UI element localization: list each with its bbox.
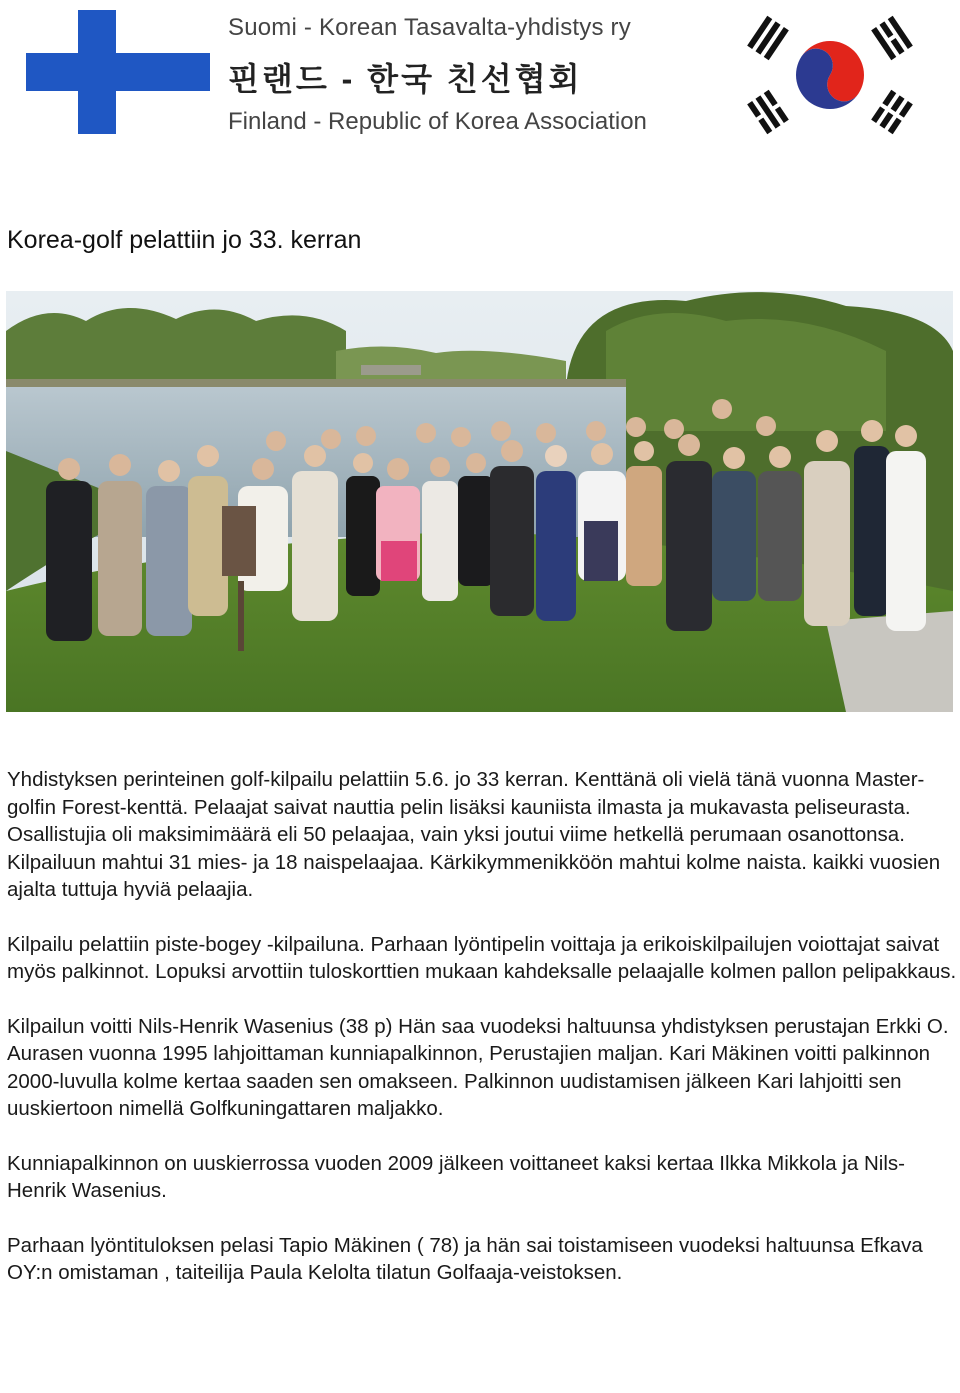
article-paragraph: Kilpailu pelattiin piste-bogey -kilpailuna. Parhaan lyöntipelin voittaja ja erikoiskilpailujen voiottajat saivat myös palkinnot. Lopuksi arvottiin tuloskorttien mukaan kahdeksalle pelaajalle kolmen pallon pelipakkaus. [7, 932, 957, 983]
association-name-korean: 핀랜드 - 한국 친선협회 [228, 61, 583, 97]
article-paragraph: Yhdistyksen perinteinen golf-kilpailu pelattiin 5.6. jo 33 kerran. Kenttänä oli vielä tänä vuonna Master-golfin Forest-kenttä. Pelaajat saivat nauttia pelin lisäksi kauniista ilmasta ja mukavasta peliseurasta. Osallistujia oli maksimimäärä eli 50 pelaajaa, vain yksi joutui viime hetkellä perumaan osanottonsa. Kilpailuun mahtui 31 mies- ja 18 naispelaajaa. Kärkikymmenikköön mahtui kolme naista. kaikki vuosien ajalta tuttuja hyviä pelaajia. [7, 768, 941, 901]
article-title: Korea-golf pelattiin jo 33. kerran [7, 226, 362, 254]
association-name-english: Finland - Republic of Korea Association [228, 108, 647, 135]
article-body [7, 766, 957, 1314]
article-paragraph: Parhaan lyöntituloksen pelasi Tapio Mäkinen ( 78) ja hän sai toistamiseen vuodeksi haltuunsa Efkava OY:n omistaman , taiteilija Paula Kelolta tilatun Golfaaja-veistoksen. [7, 1233, 923, 1284]
korea-flag-icon [740, 8, 920, 142]
finland-flag-icon [26, 10, 210, 134]
article-paragraph: Kunniapalkinnon on uuskierrossa vuoden 2009 jälkeen voittaneet kaksi kertaa Ilkka Mikkola ja Nils-Henrik Wasenius. [7, 1151, 905, 1202]
group-photo [6, 291, 953, 712]
association-header [0, 0, 960, 150]
association-name-finnish: Suomi - Korean Tasavalta-yhdistys ry [228, 14, 631, 41]
article-paragraph: Kilpailun voitti Nils-Henrik Wasenius (38 p) Hän saa vuodeksi haltuunsa yhdistyksen perustajan Erkki O. Aurasen vuonna 1995 lahjoittaman kunniapalkinnon, Perustajien maljan. Kari Mäkinen voitti palkinnon 2000-luvulla kolme kertaa saaden sen omakseen. Palkinnon uudistamisen jälkeen Kari lahjoitti sen uuskiertoon nimellä Golfkuningattaren maljakko. [7, 1014, 949, 1120]
